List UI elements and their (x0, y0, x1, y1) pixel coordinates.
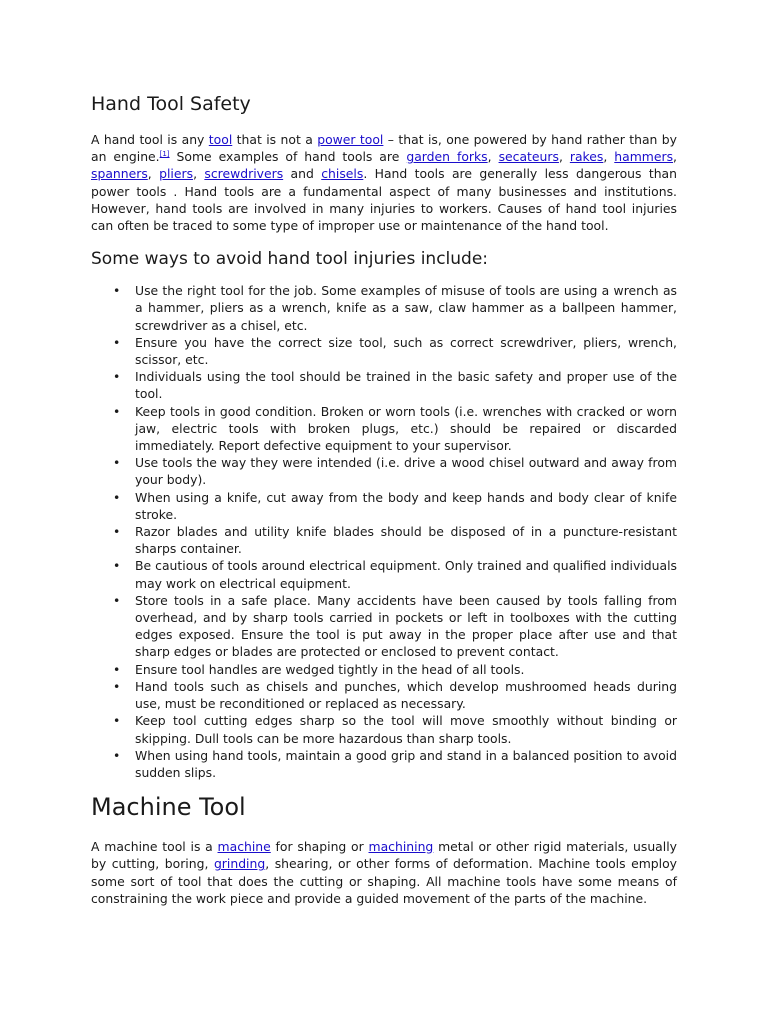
text: – that is, one powered by hand rather than by an engine. (91, 132, 678, 165)
link-hammers[interactable]: hammers (614, 149, 674, 165)
text: A machine tool is a (91, 839, 218, 855)
text: Some examples of hand tools are (169, 149, 407, 165)
link-machining[interactable]: machining (368, 839, 434, 855)
list-item: • Ensure tool handles are wedged tightly in the head of all tools. (135, 661, 677, 678)
list-item: • Store tools in a safe place. Many accidents have been caused by tools falling from overhead, and by sharp tools carried in pockets or left in toolboxes with the cutting edges exposed. Ensure the tool is put away in the proper place after use and that sharp edges or blades are protected or enclosed to prevent contact. (135, 592, 677, 661)
text: metal or other rigid materials, usually by cutting, boring, (91, 839, 677, 872)
reference-link[interactable]: [1] (159, 150, 170, 159)
list-item: • Individuals using the tool should be trained in the basic safety and proper use of the tool. (135, 368, 677, 402)
link-power-tool[interactable]: power tool (317, 132, 384, 147)
machine-paragraph (91, 838, 677, 907)
text: , (603, 149, 615, 165)
link-machine[interactable]: machine (217, 839, 271, 855)
list-item: • Be cautious of tools around electrical equipment. Only trained and qualified individuals may work on electrical equipment. (135, 557, 677, 591)
text: , shearing, or other forms of deformation. Machine tools employ some sort of tool that does the cutting or shaping. All machine tools have some means of constraining the work piece and provide a guided movement of the parts of the machine. (91, 856, 678, 906)
text: , (487, 149, 499, 165)
list-item: • Keep tools in good condition. Broken or worn tools (i.e. wrenches with cracked or worn jaw, electric tools with broken plugs, etc.) should be repaired or discarded immediately. Report defective equipment to your supervisor. (135, 403, 677, 455)
text: , (673, 149, 677, 165)
link-tool[interactable]: tool (208, 132, 233, 147)
list-item: • Keep tool cutting edges sharp so the tool will move smoothly without binding or skipping. Dull tools can be more hazardous than sharp tools. (135, 712, 677, 746)
list-item: • Hand tools such as chisels and punches, which develop mushroomed heads during use, must be reconditioned or replaced as necessary. (135, 678, 677, 712)
list-item: • When using hand tools, maintain a good grip and stand in a balanced position to avoid sudden slips. (135, 747, 677, 781)
list-item: • When using a knife, cut away from the body and keep hands and body clear of knife stroke. (135, 489, 677, 523)
text: , (147, 166, 160, 182)
link-screwdrivers[interactable]: screwdrivers (204, 166, 284, 182)
text: . Hand tools are generally less dangerous than power tools . Hand tools are a fundamental aspect of many businesses and institutions. However, hand tools are involved in many injuries to workers. Causes of hand tool injuries can often be traced to some type of improper use or maintenance of the hand tool. (91, 166, 677, 234)
safety-tips-list (91, 282, 677, 781)
list-item: • Razor blades and utility knife blades should be disposed of in a puncture-resistant sharps container. (135, 523, 677, 557)
text: that is not a (232, 132, 318, 147)
text: for shaping or (270, 839, 369, 855)
text: , (193, 166, 205, 182)
list-item: • Use tools the way they were intended (i.e. drive a wood chisel outward and away from your body). (135, 454, 677, 488)
text: A hand tool is any (91, 132, 209, 147)
section-title-machine-tool: Machine Tool (91, 793, 246, 822)
link-spanners[interactable]: spanners (91, 166, 148, 182)
link-secateurs[interactable]: secateurs (498, 149, 559, 165)
list-item: • Ensure you have the correct size tool, such as correct screwdriver, pliers, wrench, scissor, etc. (135, 334, 677, 368)
page-title: Hand Tool Safety (91, 93, 251, 115)
intro-paragraph (91, 131, 677, 234)
section-subheading: Some ways to avoid hand tool injuries include: (91, 249, 489, 270)
link-pliers[interactable]: pliers (159, 166, 194, 182)
link-garden-forks[interactable]: garden forks (406, 149, 488, 165)
link-grinding[interactable]: grinding (213, 856, 266, 872)
list-item: • Use the right tool for the job. Some examples of misuse of tools are using a wrench as a hammer, pliers as a wrench, knife as a saw, claw hammer as a ballpeen hammer, screwdriver as a chisel, etc. (135, 282, 677, 334)
link-chisels[interactable]: chisels (321, 166, 364, 182)
link-rakes[interactable]: rakes (569, 149, 604, 165)
text: , (558, 149, 570, 165)
text: and (283, 166, 322, 182)
